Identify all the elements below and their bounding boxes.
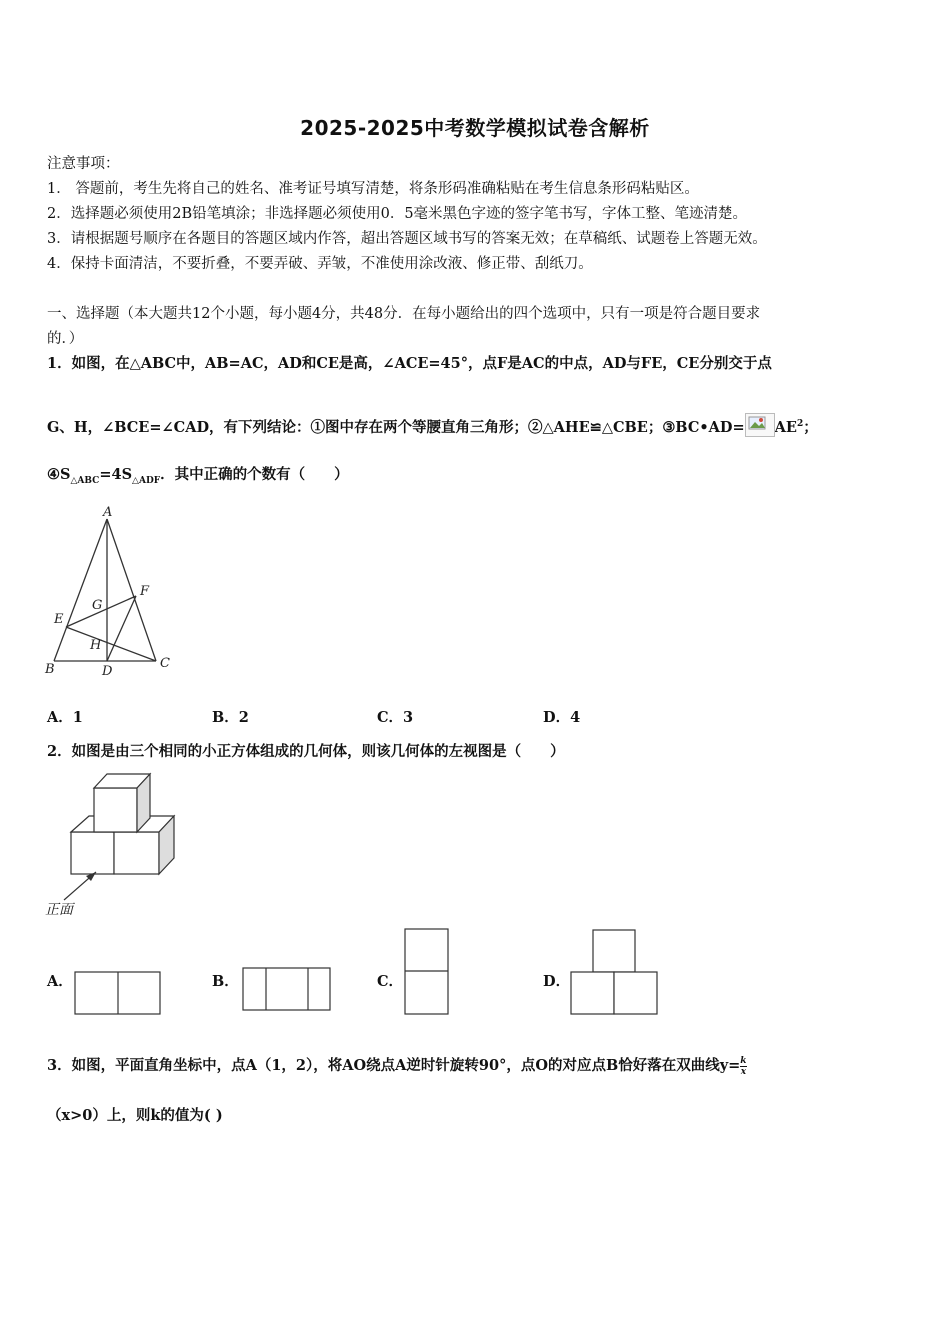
q2-option-b[interactable]: B．	[212, 973, 239, 990]
q3-frac-num: k	[740, 1055, 747, 1066]
q1-line3	[47, 463, 349, 486]
notice-item: 3．请根据题号顺序在各题目的答题区域内作答，超出答题区域书写的答案无效；在草稿纸、试题卷上答题无效。	[47, 231, 767, 247]
q1-line2-text: G、H，∠BCE=∠CAD，有下列结论：①图中存在两个等腰直角三角形；②△AHE≌△CBE；③BC•AD=	[47, 419, 745, 436]
q3-line2: （x>0）上，则k的值为( )	[47, 1107, 223, 1124]
q3-frac-den: x	[740, 1066, 747, 1077]
notice-heading: 注意事项：	[47, 156, 120, 172]
label-e: E	[54, 612, 64, 627]
q3-line1-text: 3．如图，平面直角坐标中，点A（1，2），将AO绕点A逆时针旋转90°，点O的对应点B恰好落在双曲线y=	[47, 1057, 741, 1074]
front-label: 正面	[45, 902, 73, 918]
label-b: B	[45, 662, 55, 677]
q2-option-c-view	[404, 928, 450, 1016]
q1-line1: 1．如图，在△ABC中，AB=AC，AD和CE是高，∠ACE=45°，点F是AC的中点，AD与FE，CE分别交于点	[47, 355, 772, 372]
q2-option-d-view	[570, 929, 660, 1017]
q1-line2	[47, 413, 818, 437]
notice-item: 2．选择题必须使用2B铅笔填涂；非选择题必须使用0．5毫米黑色字迹的签字笔书写，字体工整、笔迹清楚。	[47, 206, 748, 222]
q1-triangle-figure	[44, 503, 179, 683]
altitude-ce	[66, 627, 156, 661]
q2-option-a-view	[74, 971, 162, 1016]
q1-line2-end: ；	[803, 419, 818, 436]
q1-line3-text: ④S	[47, 466, 71, 483]
q3-line1	[47, 1054, 747, 1077]
label-a: A	[103, 505, 113, 520]
q1-sub-abc: △ABC	[70, 475, 100, 486]
q1-option-b[interactable]: B．2	[212, 709, 249, 726]
page-title: 2025-2025中考数学模拟试卷含解析	[300, 116, 650, 140]
q2-option-c[interactable]: C．	[377, 973, 404, 990]
label-c: C	[160, 656, 170, 671]
q1-option-a[interactable]: A．1	[47, 709, 83, 726]
q1-ae: AE	[774, 419, 797, 436]
q1-option-d[interactable]: D．4	[543, 709, 581, 726]
q1-line3-mid: =4S	[99, 466, 133, 483]
q1-ae-sup: 2	[796, 419, 804, 430]
label-h: H	[90, 638, 102, 653]
q3-fraction	[740, 1056, 746, 1077]
notice-item: 4．保持卡面清洁，不要折叠，不要弄破、弄皱，不准使用涂改液、修正带、刮纸刀。	[47, 256, 593, 272]
q2-line: 2．如图是由三个相同的小正方体组成的几何体，则该几何体的左视图是（ ）	[47, 743, 565, 760]
q2-option-b-view	[242, 967, 332, 1012]
q2-cube-figure	[44, 768, 184, 918]
q2-option-a[interactable]: A．	[47, 973, 73, 990]
q1-sub-adf: △ADF	[132, 475, 161, 486]
label-f: F	[140, 584, 150, 599]
label-d: D	[102, 664, 113, 679]
q1-option-c[interactable]: C．3	[377, 709, 414, 726]
section-heading-cont: 的．）	[47, 331, 84, 347]
label-g: G	[92, 598, 103, 613]
q2-option-d[interactable]: D．	[543, 973, 571, 990]
section-heading: 一、选择题（本大题共12个小题，每小题4分，共48分．在每小题给出的四个选项中，只有一项是符合题目要求	[47, 306, 761, 322]
notice-item: 1． 答题前，考生先将自己的姓名、准考证号填写清楚，将条形码准确粘贴在考生信息条形码粘贴区。	[47, 181, 699, 197]
q1-line3-end: ．其中正确的个数有（ ）	[160, 466, 349, 483]
broken-image-icon	[745, 413, 775, 437]
